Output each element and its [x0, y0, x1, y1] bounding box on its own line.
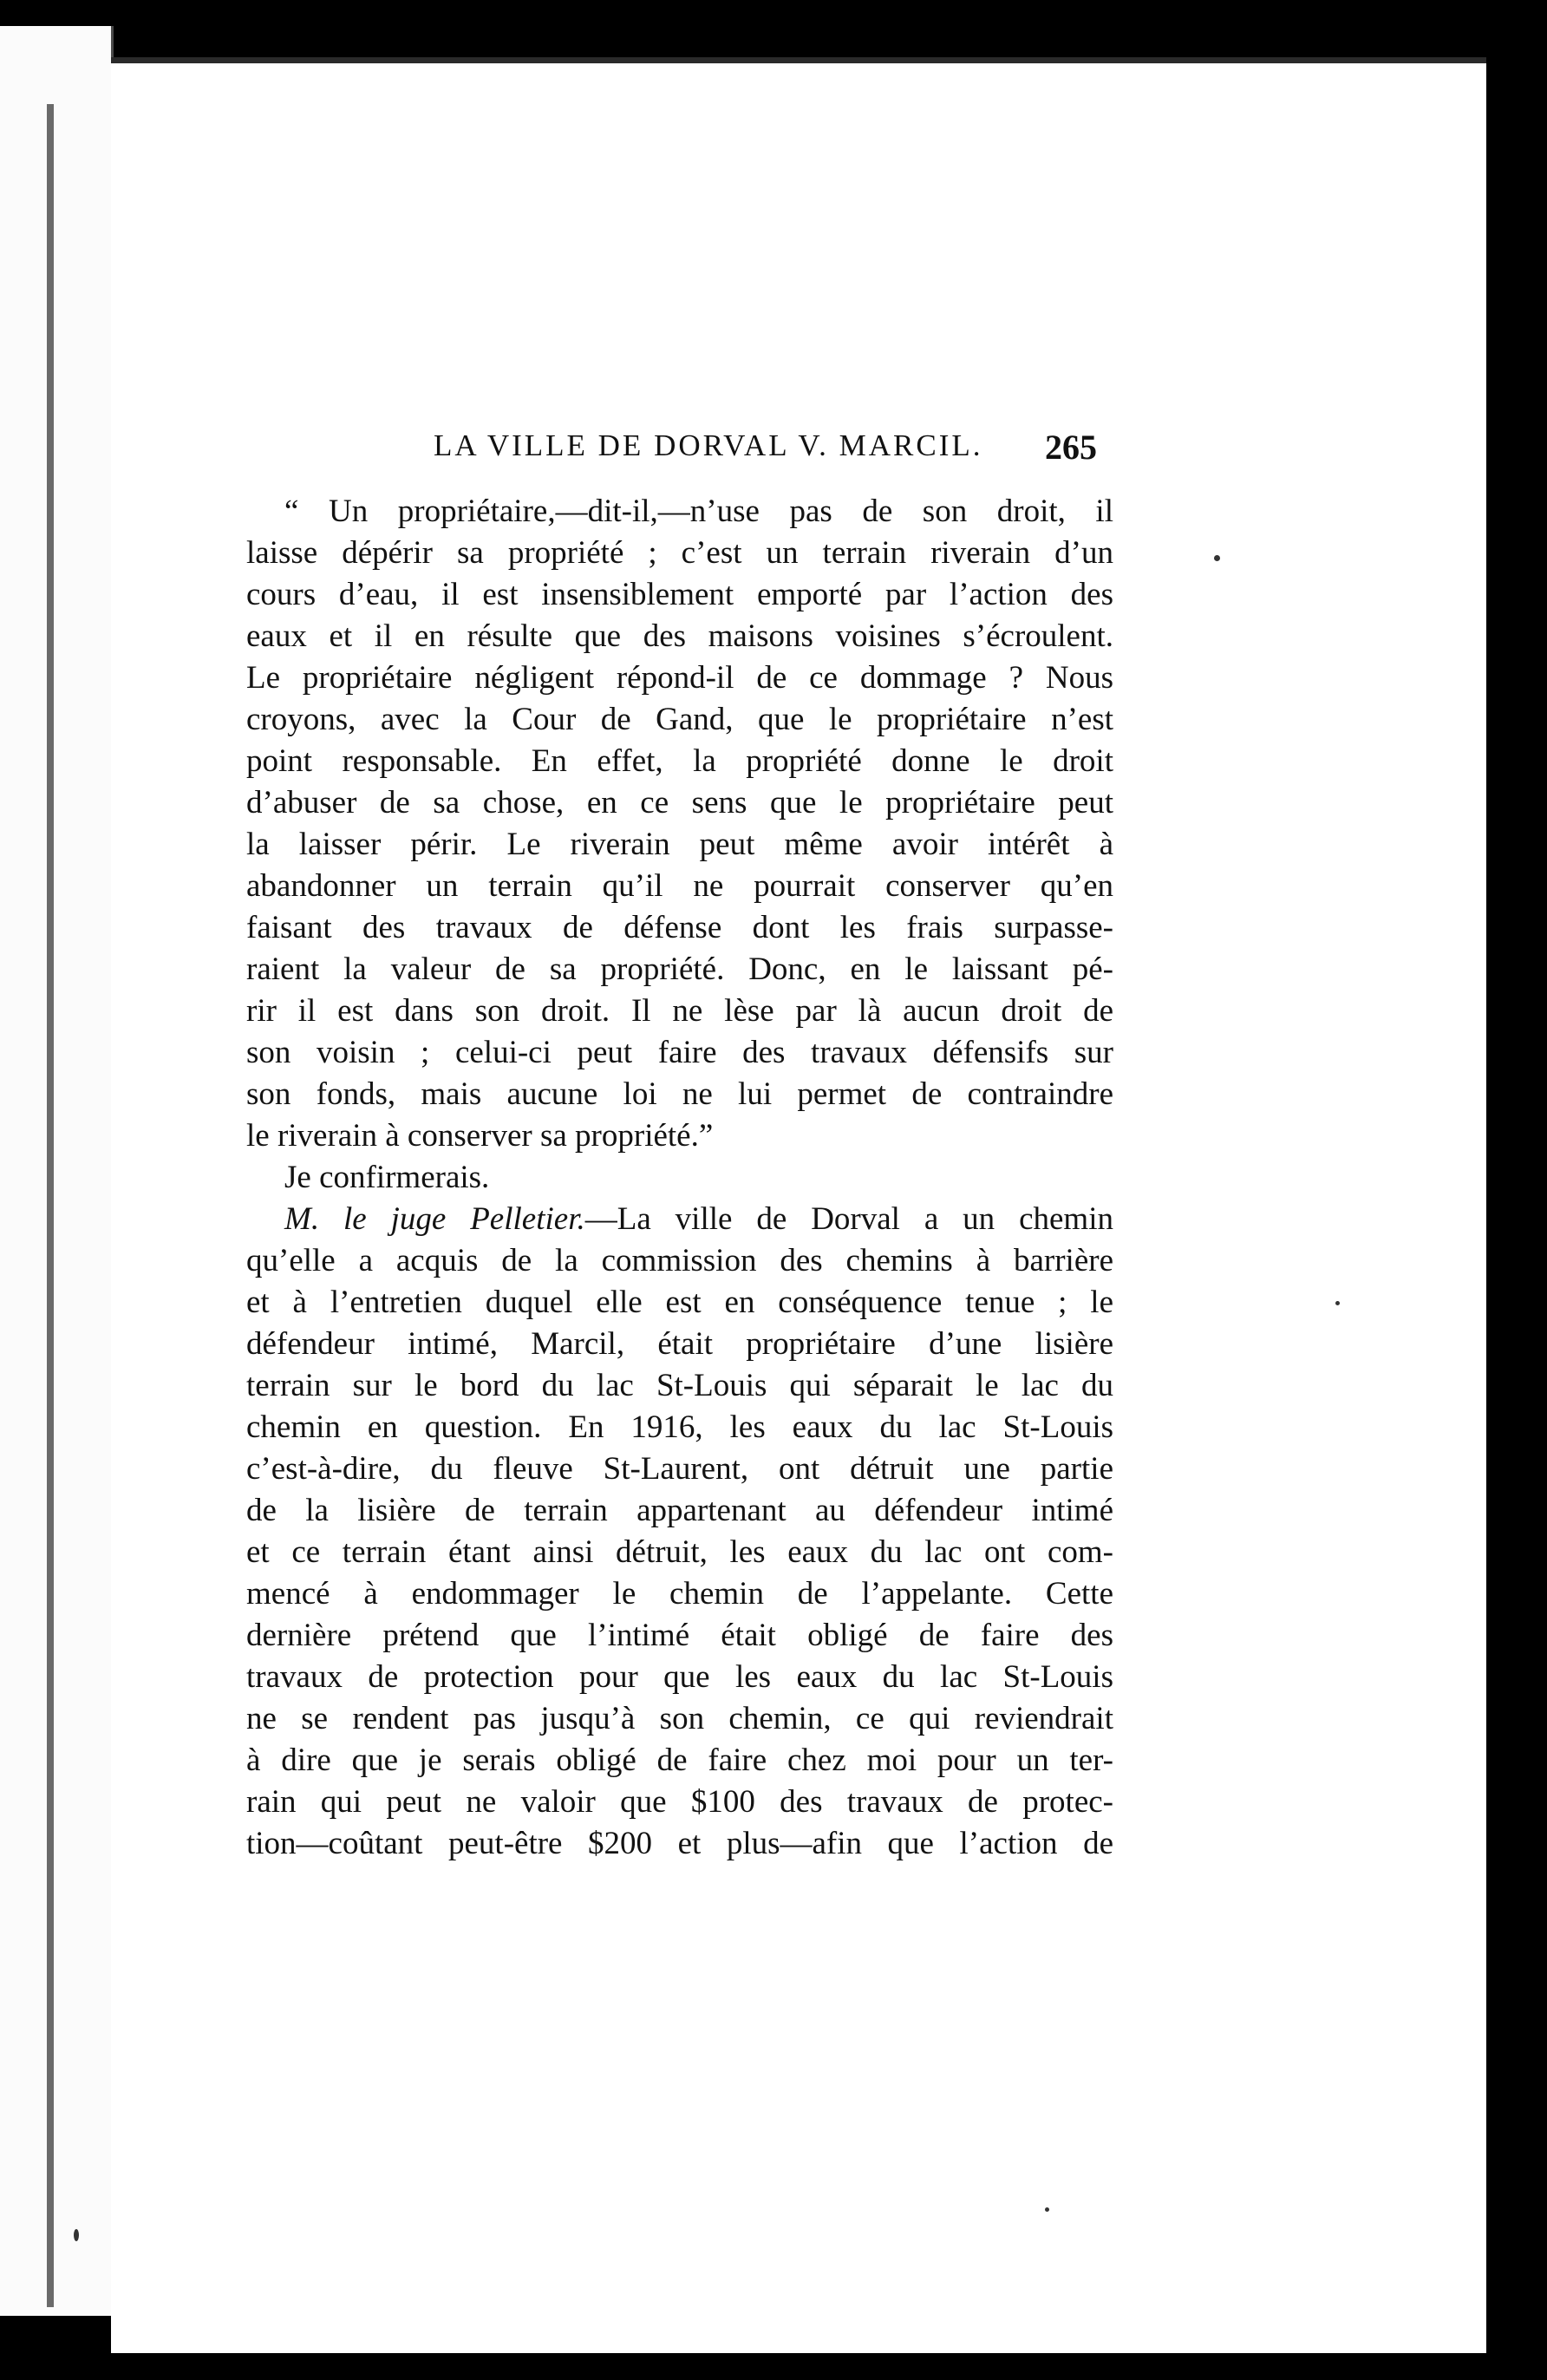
scan-speck [1045, 2207, 1049, 2212]
judge-line: dernière prétend que l’intimé était obligé de faire des [246, 1618, 1113, 1653]
quote-line: la laisser périr. Le riverain peut même avoir intérêt à [246, 827, 1113, 862]
judge-line: de la lisière de terrain appartenant au défendeur intimé [246, 1493, 1113, 1528]
judge-line: et à l’entretien duquel elle est en conséquence tenue ; le [246, 1285, 1113, 1320]
judge-name: M. le juge Pelletier. [284, 1201, 585, 1237]
quote-line: eaux et il en résulte que des maisons voisines s’écroulent. [246, 618, 1113, 654]
quote-line: cours d’eau, il est insensiblement emporté par l’action des [246, 577, 1113, 612]
scan-speck [1214, 555, 1220, 561]
quote-line: d’abuser de sa chose, en ce sens que le propriétaire peut [246, 785, 1113, 821]
judge-line: défendeur intimé, Marcil, était propriétaire d’une lisière [246, 1326, 1113, 1362]
quote-line: raient la valeur de sa propriété. Donc, en le laissant pé- [246, 951, 1113, 987]
quote-line: Le propriétaire négligent répond-il de ce dommage ? Nous [246, 660, 1113, 696]
judge-line: tion—coûtant peut-être $200 et plus—afin que l’action de [246, 1826, 1113, 1861]
previous-page-edge [0, 26, 114, 2316]
quote-line: le riverain à conserver sa propriété.” [246, 1118, 714, 1154]
quote-line: croyons, avec la Cour de Gand, que le propriétaire n’est [246, 702, 1113, 737]
judge-line: chemin en question. En 1916, les eaux du lac St-Louis [246, 1409, 1113, 1445]
judge-line: travaux de protection pour que les eaux du lac St-Louis [246, 1659, 1113, 1695]
judge-first-line-text: —La ville de Dorval a un chemin [584, 1201, 1113, 1237]
quote-line: laisse dépérir sa propriété ; c’est un terrain riverain d’un [246, 535, 1113, 571]
quote-line: “ Un propriétaire,—dit-il,—n’use pas de son droit, il [284, 494, 1113, 529]
page-number: 265 [1045, 428, 1097, 467]
judge-line: mencé à endommager le chemin de l’appelante. Cette [246, 1576, 1113, 1612]
judge-line: rain qui peut ne valoir que $100 des travaux de protec- [246, 1784, 1113, 1820]
running-header: LA VILLE DE DORVAL V. MARCIL. [434, 428, 983, 462]
quote-line: son fonds, mais aucune loi ne lui permet de contraindre [246, 1076, 1113, 1112]
quote-line: point responsable. En effet, la propriété donne le droit [246, 743, 1113, 779]
quote-line: rir il est dans son droit. Il ne lèse par là aucun droit de [246, 993, 1113, 1029]
judge-line: ne se rendent pas jusqu’à son chemin, ce qui reviendrait [246, 1701, 1113, 1736]
judge-line: à dire que je serais obligé de faire chez moi pour un ter- [246, 1742, 1113, 1778]
quote-line: son voisin ; celui-ci peut faire des travaux défensifs sur [246, 1035, 1113, 1070]
quote-line: abandonner un terrain qu’il ne pourrait conserver qu’en [246, 868, 1113, 904]
judge-line: et ce terrain étant ainsi détruit, les eaux du lac ont com- [246, 1534, 1113, 1570]
scan-speck [1335, 1301, 1340, 1305]
judge-line: qu’elle a acquis de la commission des chemins à barrière [246, 1243, 1113, 1278]
judge-first-line [246, 1199, 1113, 1240]
scan-speck [74, 2229, 79, 2241]
judge-line: c’est-à-dire, du fleuve St-Laurent, ont détruit une partie [246, 1451, 1113, 1487]
confirm-line: Je confirmerais. [284, 1160, 490, 1195]
quote-line: faisant des travaux de défense dont les frais surpasse- [246, 910, 1113, 945]
binding-shadow [47, 104, 54, 2307]
judge-line: terrain sur le bord du lac St-Louis qui séparait le lac du [246, 1368, 1113, 1403]
body-text [246, 491, 1113, 1865]
